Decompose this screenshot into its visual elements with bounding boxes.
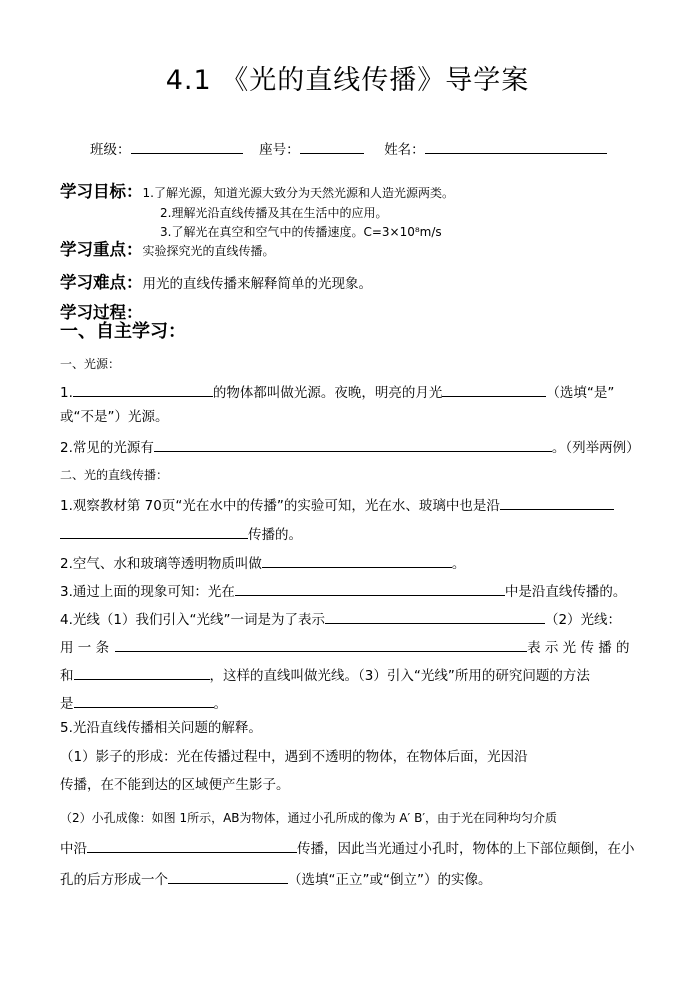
name-label: 姓名： <box>384 142 425 158</box>
s2-q4-blank4[interactable] <box>74 692 214 708</box>
s1-q2-text: 2.常见的光源有 <box>60 440 154 456</box>
s1-q2-line <box>60 436 640 458</box>
s2-q4-line2 <box>60 636 630 658</box>
s2-q4-represent: 表 示 光 传 播 的 <box>527 640 630 656</box>
student-info-row <box>90 138 607 158</box>
goal-item-1: 1.了解光源，知道光源大致分为天然光源和人造光源两类。 <box>142 186 454 200</box>
goal-item-3: 3.了解光在真空和空气中的传播速度。C=3×10⁸m/s <box>160 225 442 239</box>
s2-q5-2-line3 <box>60 868 491 890</box>
s2-q5-2-along: 中沿 <box>60 841 87 857</box>
s1-q2-hint: 。（列举两例） <box>551 440 640 456</box>
s2-q4-line <box>60 608 621 630</box>
difficulty-line <box>60 273 372 294</box>
section1-heading: 一、光源： <box>60 357 121 371</box>
s2-q5-2-line2 <box>60 837 635 859</box>
class-blank[interactable] <box>131 138 243 154</box>
process-heading: 学习过程： <box>60 303 143 322</box>
difficulty-text: 用光的直线传播来解释简单的光现象。 <box>142 276 372 292</box>
s2-q4-and: 和 <box>60 668 74 684</box>
s2-q1-cont <box>60 523 302 545</box>
s2-q4-line3 <box>60 664 590 686</box>
seat-blank[interactable] <box>300 138 364 154</box>
class-label: 班级： <box>90 142 131 158</box>
s2-q3-text: 3.通过上面的现象可知：光在 <box>60 584 235 600</box>
s2-q3-line <box>60 580 626 602</box>
s2-q4-line4 <box>60 692 227 714</box>
key-line <box>60 240 275 261</box>
s2-q5-2-text2: 传播，因此当光通过小孔时，物体的上下部位颠倒，在小 <box>297 841 635 857</box>
s2-q2-text: 2.空气、水和玻璃等透明物质叫做 <box>60 556 262 572</box>
s2-q1-tail: 传播的。 <box>248 527 302 543</box>
key-text: 实验探究光的直线传播。 <box>142 244 275 258</box>
s1-q1-num: 1. <box>60 385 73 401</box>
s2-q4-end: 。 <box>213 696 227 712</box>
difficulty-heading: 学习难点： <box>60 273 143 292</box>
s2-q2-tail: 。 <box>451 556 466 572</box>
s1-q1-text: 的物体都叫做光源。夜晚，明亮的月光 <box>212 385 443 401</box>
s2-q4-blank3[interactable] <box>74 664 210 680</box>
s1-q1-blank2[interactable] <box>442 381 546 397</box>
s2-q5-heading: 5.光沿直线传播相关问题的解释。 <box>60 720 262 736</box>
s2-q4-is: 是 <box>60 696 74 712</box>
key-heading: 学习重点： <box>60 240 143 259</box>
s2-q2-line <box>60 552 465 574</box>
s2-q1-blank2[interactable] <box>60 523 248 539</box>
s2-q1-line <box>60 494 614 516</box>
s2-q5-1-line: （1）影子的形成：光在传播过程中，遇到不透明的物体，在物体后面，光因沿 <box>60 749 528 765</box>
goals-heading: 学习目标： <box>60 182 143 201</box>
s2-q1-blank1[interactable] <box>500 494 614 510</box>
s1-q1-cont: 或“不是”）光源。 <box>60 409 169 425</box>
s2-q1-text: 1.观察教材第 70页“光在水中的传播”的实验可知，光在水、玻璃中也是沿 <box>60 498 500 514</box>
s2-q4-use: 用 一 条 <box>60 640 110 656</box>
s2-q2-blank[interactable] <box>262 552 452 568</box>
section2-heading: 二、光的直线传播： <box>60 468 169 482</box>
name-blank[interactable] <box>425 138 607 154</box>
page-title: 4.1 《光的直线传播》导学案 <box>165 65 530 96</box>
s2-q4-text: 4.光线（1）我们引入“光线”一词是为了表示 <box>60 612 325 628</box>
process-subheading: 一、自主学习： <box>60 321 186 342</box>
s2-q5-1-cont: 传播，在不能到达的区域便产生影子。 <box>60 777 290 793</box>
goals-line-1 <box>60 182 454 203</box>
s2-q5-2-text: （2）小孔成像：如图 1所示，AB为物体，通过小孔所成的像为 A′ B′，由于光在同种均匀介质 <box>60 811 558 825</box>
s2-q4-part2: （2）光线： <box>544 612 622 628</box>
s1-q2-blank[interactable] <box>154 436 552 452</box>
s2-q4-blank2[interactable] <box>115 636 527 652</box>
s1-q1-hint: （选填“是” <box>546 385 615 401</box>
s2-q4-part3: ，这样的直线叫做光线。（3）引入“光线”所用的研究问题的方法 <box>209 668 590 684</box>
s1-q1-blank1[interactable] <box>73 381 213 397</box>
s2-q3-blank[interactable] <box>235 580 505 596</box>
s2-q5-2-blank2[interactable] <box>168 868 288 884</box>
s2-q5-2-blank1[interactable] <box>87 837 297 853</box>
seat-label: 座号： <box>259 142 300 158</box>
s1-q1-line <box>60 381 614 403</box>
s2-q3-tail: 中是沿直线传播的。 <box>504 584 627 600</box>
s2-q5-2-line <box>60 808 557 828</box>
s2-q5-2-tail: （选填“正立”或“倒立”）的实像。 <box>288 872 492 888</box>
goal-item-2: 2.理解光沿直线传播及其在生活中的应用。 <box>160 206 388 220</box>
s2-q4-blank1[interactable] <box>325 608 545 624</box>
s2-q5-2-form: 孔的后方形成一个 <box>60 872 168 888</box>
